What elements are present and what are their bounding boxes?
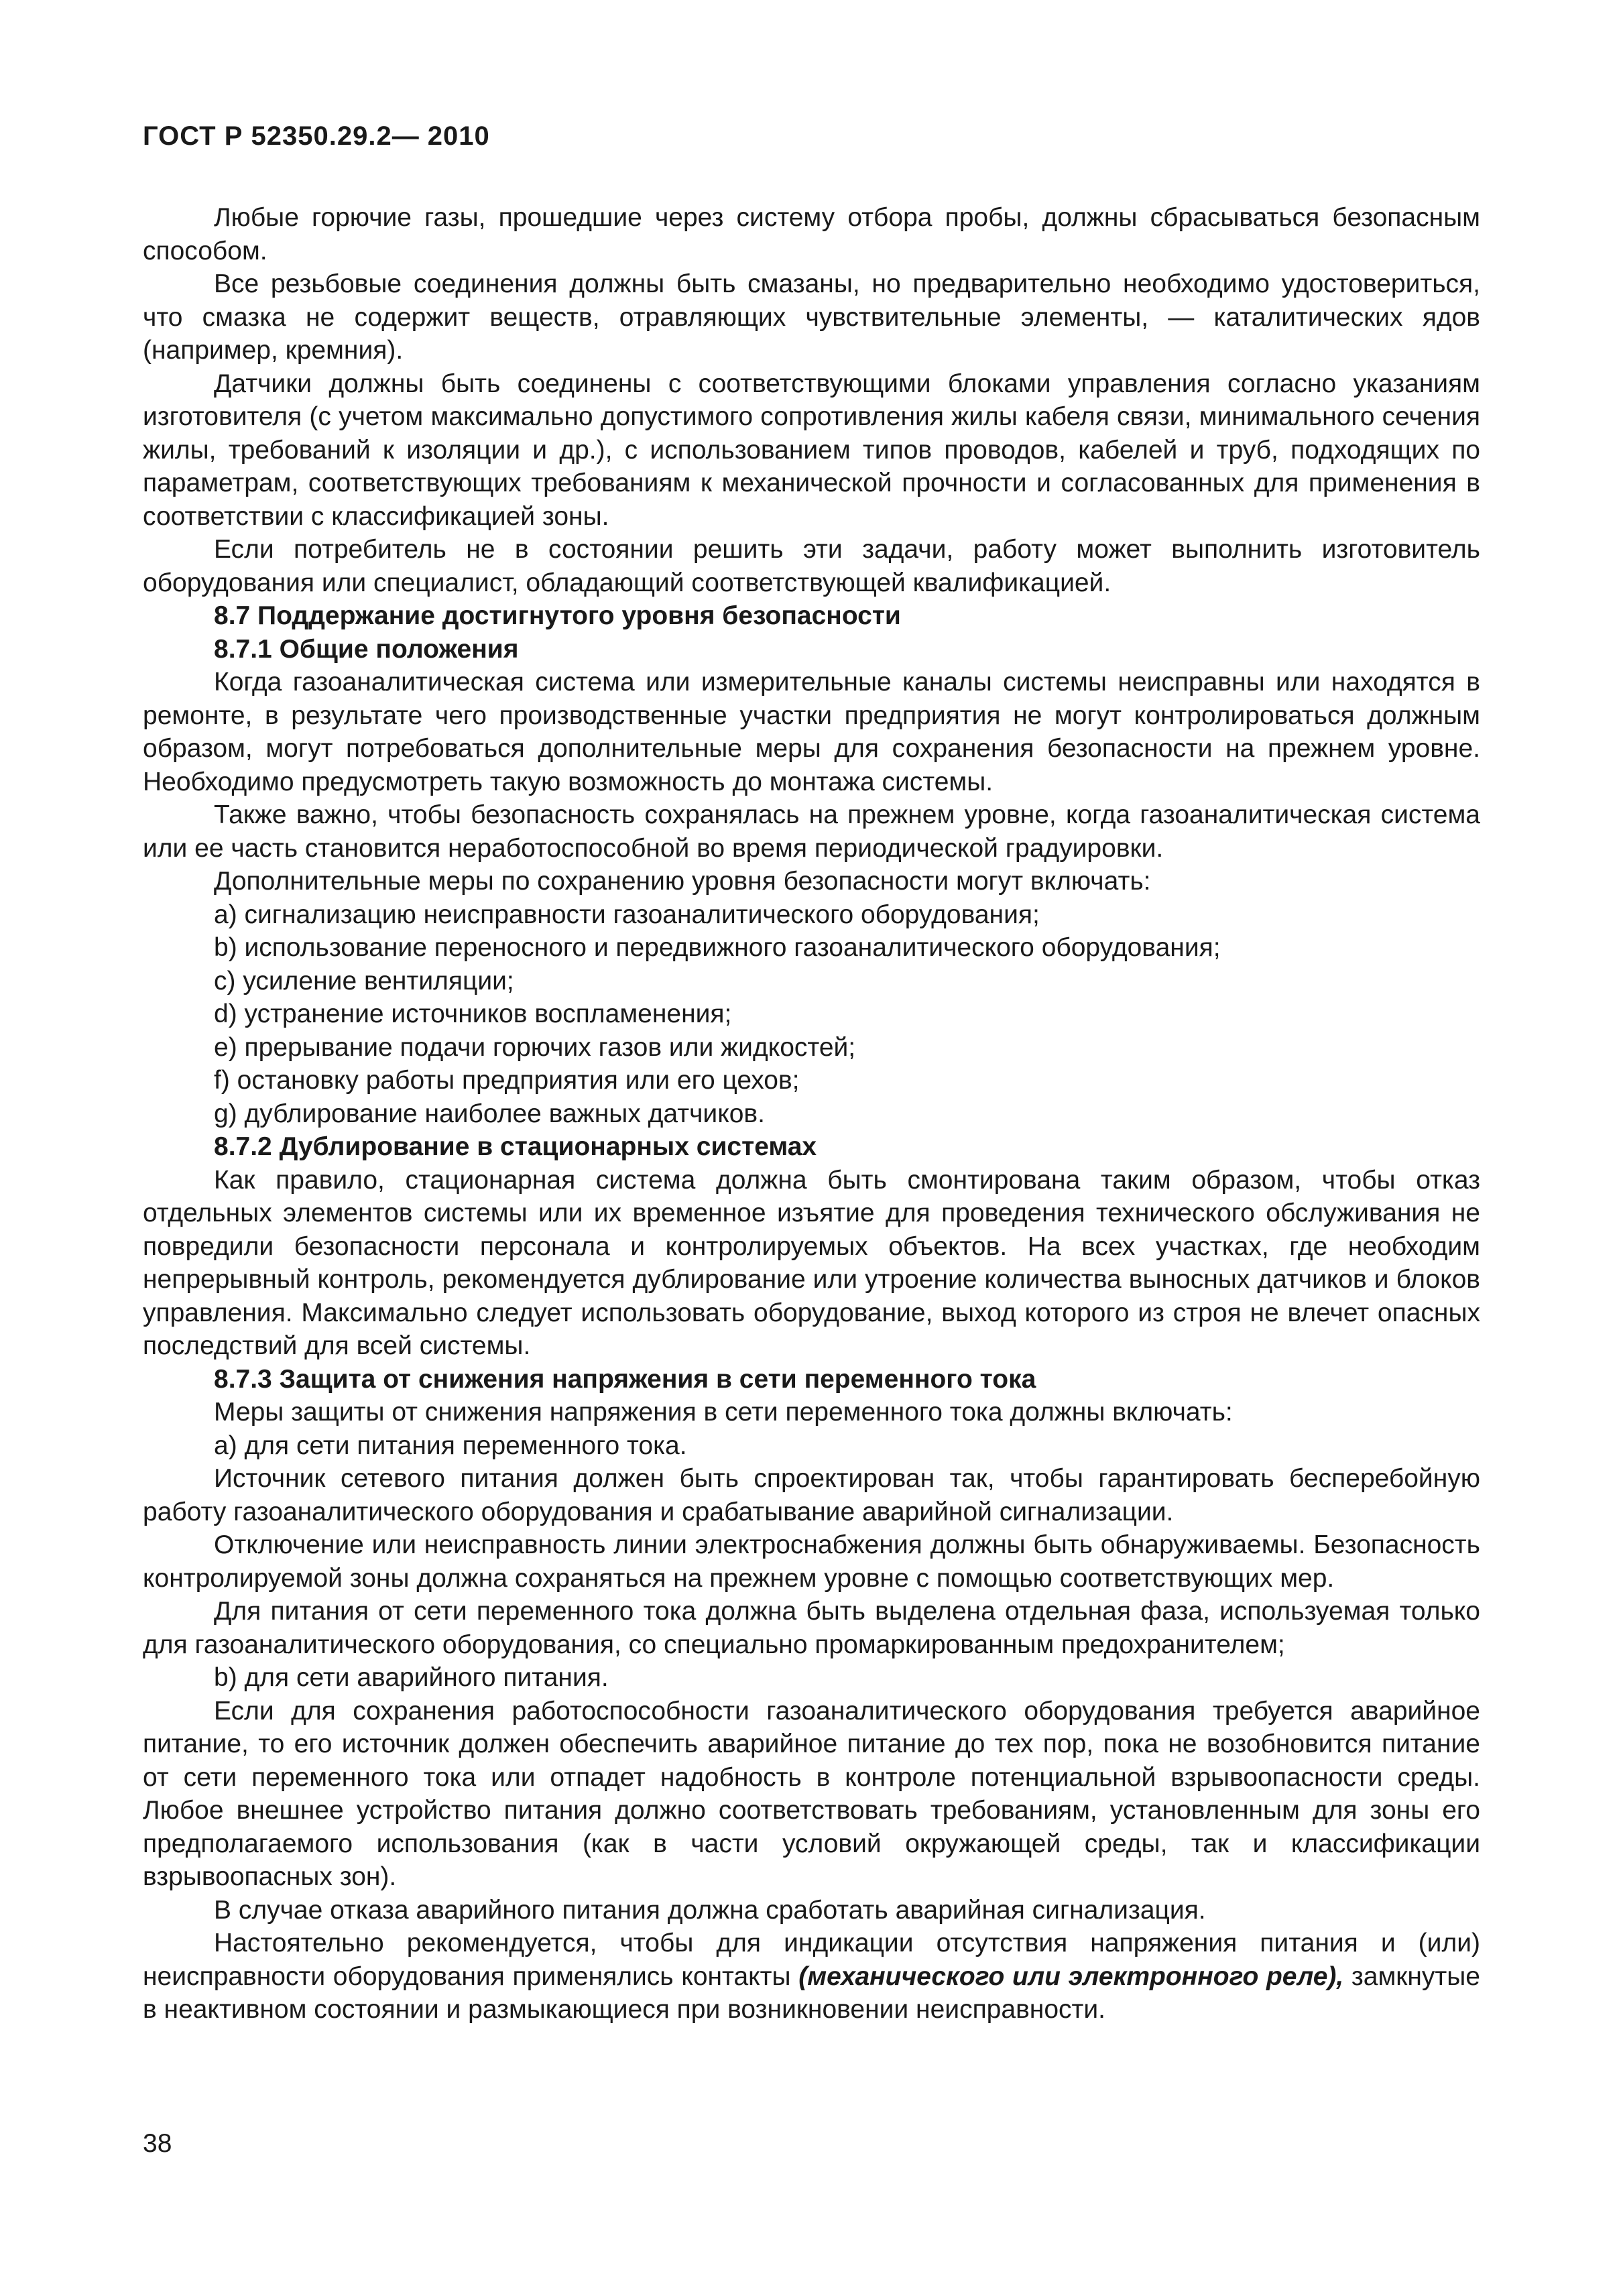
list-item: b) для сети аварийного питания. [214,1663,609,1692]
paragraph-text: замкнутые в неактивном состоянии и размыкающиеся при возникновении неисправности. [143,1961,1480,2024]
page-number: 38 [143,2129,172,2158]
paragraph: Все резьбовые соединения должны быть смазаны, но предварительно необходимо удостовериться, что смазка не содержит веществ, отравляющих чувствительные элементы, — каталитических ядов (например, кремния). [143,269,1480,365]
paragraph: Для питания от сети переменного тока должна быть выделена отдельная фаза, используемая только для газоаналитического оборудования, со специально промаркированным предохранителем; [143,1597,1480,1659]
paragraph: Если потребитель не в состоянии решить эти задачи, работу может выполнить изготовитель оборудования или специалист, обладающий соответствующей квалификацией. [143,535,1480,597]
paragraph [143,1927,1480,2027]
paragraph: Также важно, чтобы безопасность сохранялась на прежнем уровне, когда газоаналитическая система или ее часть становится неработоспособной во время периодической градуировки. [143,800,1480,863]
emphasized-text: (механического или электронного реле), [798,1961,1344,1991]
document-header: ГОСТ Р 52350.29.2— 2010 [143,121,490,151]
list-item: d) устранение источников воспламенения; [214,1000,732,1028]
paragraph: Если для сохранения работоспособности газоаналитического оборудования требуется аварийное питание, то его источник должен обеспечить аварийное питание до тех пор, пока не возобновится питание от сети переменного тока или отпадет надобность в контроле потенциальной взрывоопасности среды. Любое внешнее устройство питания должно соответствовать требованиям, установленным для зоны его предполагаемого использования (как в части условий окружающей среды, так и классификации взрывоопасных зон). [143,1696,1480,1891]
paragraph: Меры защиты от снижения напряжения в сети переменного тока должны включать: [214,1398,1233,1427]
section-heading-8-7-1: 8.7.1 Общие положения [214,634,519,664]
paragraph: Датчики должны быть соединены с соответствующими блоками управления согласно указаниям изготовителя (с учетом максимально допустимого сопротивления жилы кабеля связи, минимального сечения жилы, требований к изоляции и др.), с использованием типов проводов, кабелей и труб, подходящих по параметрам, соответствующих требованиям к механической прочности и согласованных для применения в соответствии с классификацией зоны. [143,369,1480,531]
list-item: f) остановку работы предприятия или его цехов; [214,1066,800,1095]
section-heading-8-7: 8.7 Поддержание достигнутого уровня безопасности [214,601,901,630]
section-heading-8-7-2: 8.7.2 Дублирование в стационарных системах [214,1132,817,1161]
list-item: a) для сети питания переменного тока. [214,1431,687,1460]
paragraph: В случае отказа аварийного питания должна сработать аварийная сигнализация. [214,1895,1206,1925]
paragraph: Как правило, стационарная система должна быть смонтирована таким образом, чтобы отказ отдельных элементов системы или их временное изъятие для проведения технического обслуживания не повредили безопасности персонала и контролируемых объектов. На всех участках, где необходим непрерывный контроль, рекомендуется дублирование или утроение количества выносных датчиков и блоков управления. Максимально следует использовать оборудование, выход которого из строя не влечет опасных последствий для всей системы. [143,1165,1480,1360]
list-item: c) усиление вентиляции; [214,966,514,995]
paragraph: Любые горючие газы, прошедшие через систему отбора пробы, должны сбрасываться безопасным способом. [143,203,1480,265]
section-heading-8-7-3: 8.7.3 Защита от снижения напряжения в сети переменного тока [214,1364,1036,1394]
paragraph: Отключение или неисправность линии электроснабжения должны быть обнаруживаемы. Безопасность контролируемой зоны должна сохраняться на прежнем уровне с помощью соответствующих мер. [143,1530,1480,1593]
list-item: e) прерывание подачи горючих газов или жидкостей; [214,1032,856,1062]
paragraph: Дополнительные меры по сохранению уровня безопасности могут включать: [214,867,1151,896]
paragraph: Когда газоаналитическая система или измерительные каналы системы неисправны или находятся в ремонте, в результате чего производственные участки предприятия не могут контролироваться должным образом, могут потребоваться дополнительные меры для сохранения безопасности на прежнем уровне. Необходимо предусмотреть такую возможность до монтажа системы. [143,668,1480,796]
document-body [143,201,1480,2027]
list-item: b) использование переносного и передвижного газоаналитического оборудования; [214,933,1221,962]
list-item: g) дублирование наиболее важных датчиков. [214,1099,765,1128]
paragraph: Источник сетевого питания должен быть спроектирован так, чтобы гарантировать бесперебойную работу газоаналитического оборудования и срабатывание аварийной сигнализации. [143,1464,1480,1526]
list-item: a) сигнализацию неисправности газоаналитического оборудования; [214,900,1040,929]
paragraph-text: Настоятельно рекомендуется, чтобы для индикации отсутствия напряжения питания и (или) неисправности оборудования применялись контакты [143,1929,1480,1991]
